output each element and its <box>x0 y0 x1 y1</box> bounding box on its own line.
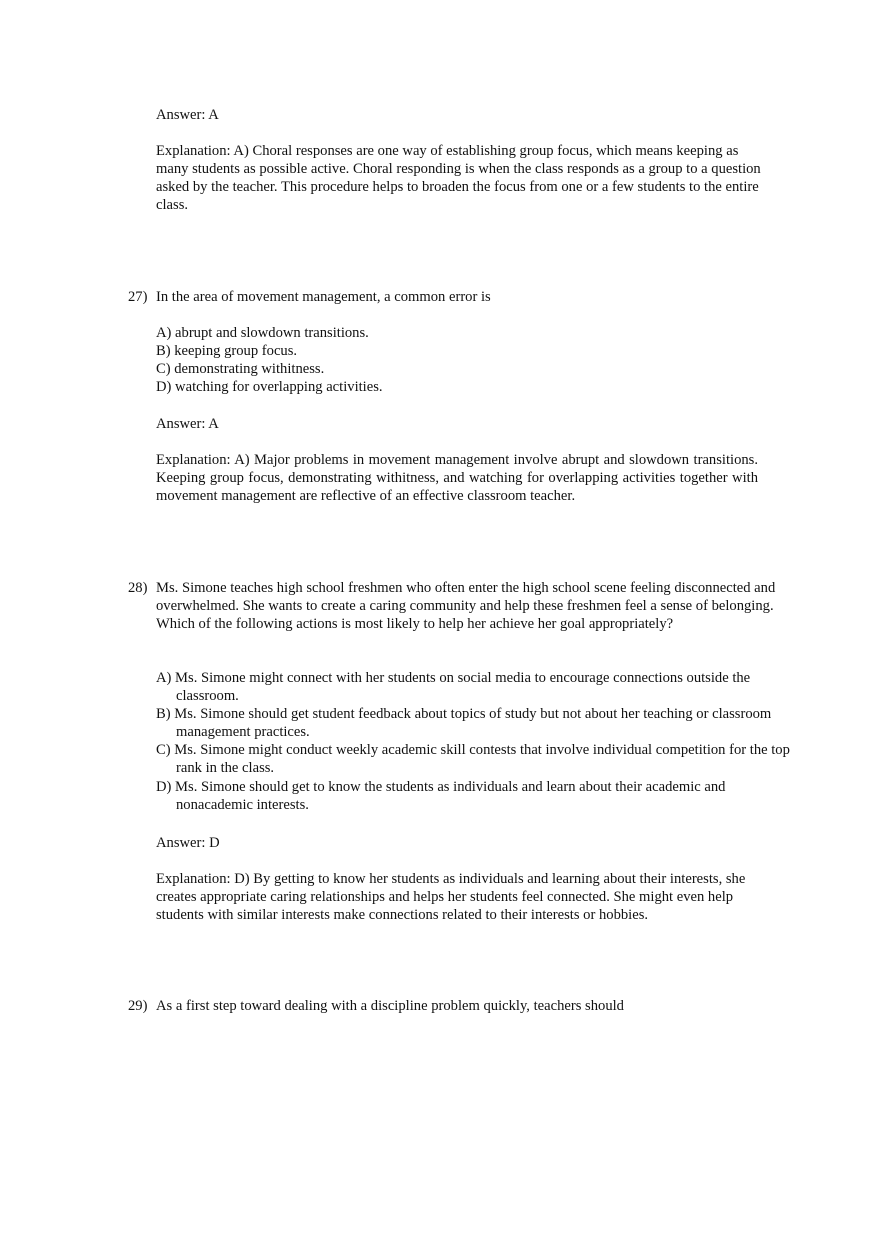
question-number: 29) <box>128 998 148 1014</box>
question-stem: Ms. Simone teaches high school freshmen who often enter the high school scene feeling disconnected and overwhelmed. She wants to create a caring community and help these freshmen feel a sense of belonging. Which of the following actions is most likely to help her achieve her goal appropriately? <box>156 580 776 632</box>
question-number: 28) <box>128 580 148 596</box>
question-number: 27) <box>128 289 148 305</box>
answer: Answer: A <box>156 416 219 432</box>
explanation: Explanation: A) Major problems in movement management involve abrupt and slowdown transitions. Keeping group focus, demonstrating withitness, and watching for overlapping activities together with movement management are reflective of an effective classroom teacher. <box>156 452 758 504</box>
explanation: Explanation: D) By getting to know her students as individuals and learning about their interests, she creates appropriate caring relationships and helps her students feel connected. She might even help students with similar interests make connections related to their interests or hobbies. <box>156 871 746 923</box>
prev-explanation: Explanation: A) Choral responses are one way of establishing group focus, which means keeping as many students as possible active. Choral responding is when the class responds as a group to a question asked by the teacher. This procedure helps to broaden the focus from one or a few students to the entire class. <box>156 143 761 213</box>
question-stem: As a first step toward dealing with a discipline problem quickly, teachers should <box>156 998 624 1014</box>
option-d: D) Ms. Simone should get to know the students as individuals and learn about their academic and nonacademic interests. <box>156 779 726 813</box>
option-a: A) Ms. Simone might connect with her students on social media to encourage connections outside the classroom. <box>156 670 751 704</box>
prev-answer: Answer: A <box>156 107 219 123</box>
option-b: B) keeping group focus. <box>156 343 298 359</box>
option-b: B) Ms. Simone should get student feedback about topics of study but not about her teaching or classroom management practices. <box>156 706 772 740</box>
option-a: A) abrupt and slowdown transitions. <box>156 325 369 341</box>
question-stem: In the area of movement management, a common error is <box>156 289 491 305</box>
option-d: D) watching for overlapping activities. <box>156 379 383 395</box>
option-c: C) demonstrating withitness. <box>156 361 325 377</box>
answer: Answer: D <box>156 835 220 851</box>
option-c: C) Ms. Simone might conduct weekly academic skill contests that involve individual competition for the top rank in the class. <box>156 742 790 776</box>
